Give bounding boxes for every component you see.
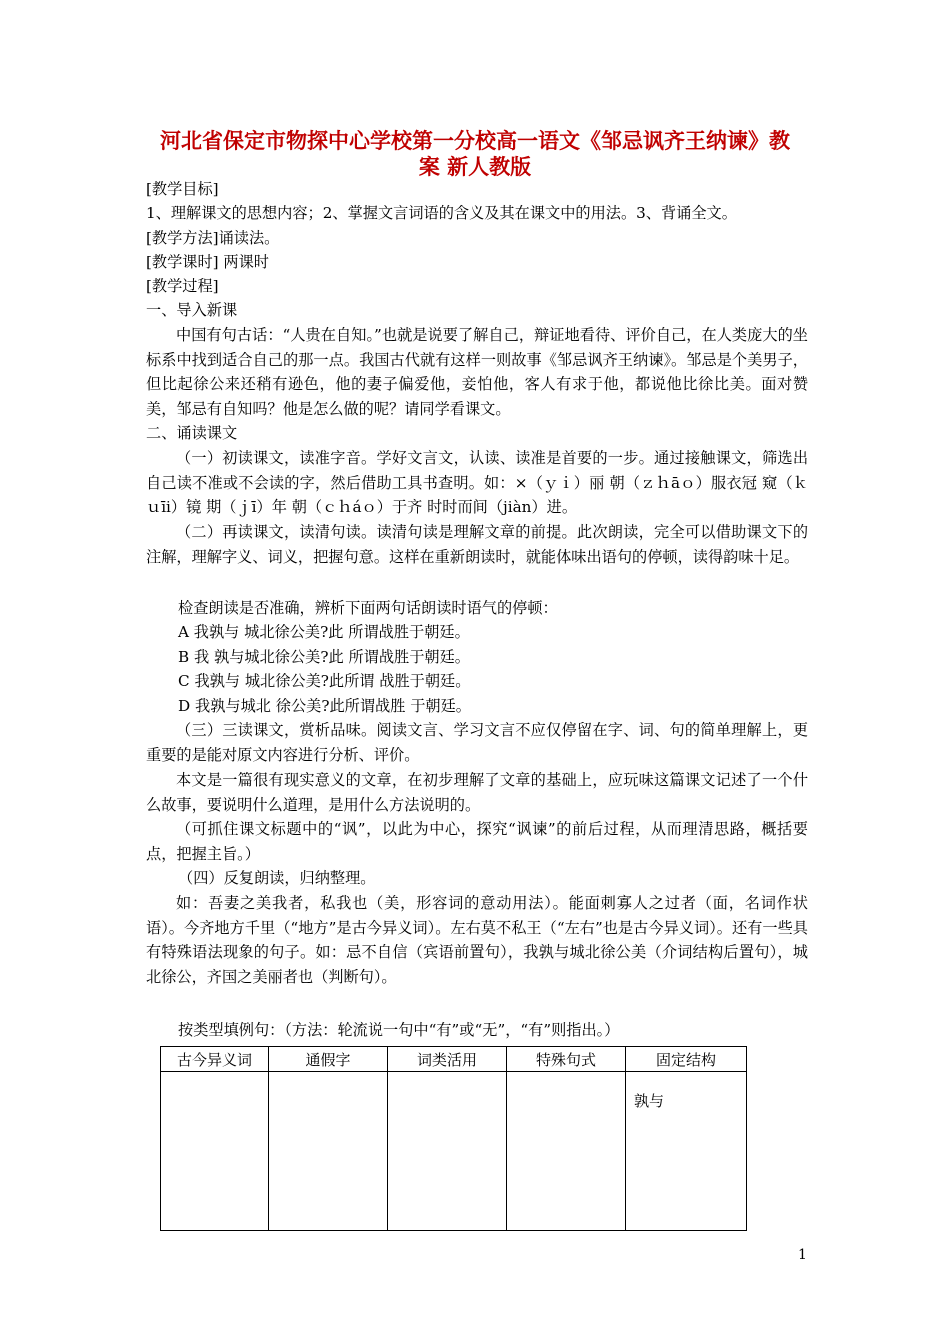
read-step-4: （四）反复朗读，归纳整理。 [178,869,376,887]
header-cell: 古今异义词 [161,1047,269,1072]
option-b: B 我 孰与城北徐公美?此 所谓战胜于朝廷。 [178,648,470,666]
page-number: 1 [798,1247,807,1263]
story-paragraph: 本文是一篇很有现实意义的文章，在初步理解了文章的基础上，应玩味这篇课文记述了一个什么故事，要说明什么道理，是用什么方法说明的。 [146,771,808,814]
table-cell [269,1072,388,1231]
objectives-text: 1、理解课文的思想内容；2、掌握文言词语的含义及其在课文中的用法。3、背诵全文。 [146,204,737,222]
table-cell [161,1072,269,1231]
method-text: [教学方法]诵读法。 [146,229,280,247]
header-cell: 通假字 [269,1047,388,1072]
table-cell [388,1072,507,1231]
period-text: [教学课时] 两课时 [146,253,269,271]
section-1-heading: 一、导入新课 [146,301,238,319]
objectives-label: [教学目标] [146,180,219,198]
table-row [161,1072,747,1231]
header-cell: 词类活用 [388,1047,507,1072]
option-d: D 我孰与城北 徐公美?此所谓战胜 于朝廷。 [178,697,471,715]
document-title [130,128,820,180]
section-2-heading: 二、诵读课文 [146,424,238,442]
header-cell: 特殊句式 [507,1047,626,1072]
check-instruction: 检查朗读是否准确，辨析下面两句话朗读时语气的停顿： [178,599,558,617]
option-c: C 我孰与 城北徐公美?此所谓 战胜于朝廷。 [178,672,471,690]
table-header-row [161,1047,747,1072]
hint-paragraph: （可抓住课文标题中的“讽”，以此为中心，探究“讽谏”的前后过程，从而理清思路，概括要点，把握主旨。） [146,820,808,863]
read-step-2: （二）再读课文，读清句读。读清句读是理解文章的前提。此次朗读，完全可以借助课文下的注解，理解字义、词义，把握句意。这样在重新朗读时，就能体味出语句的停顿，读得韵味十足。 [146,523,808,566]
intro-paragraph: 中国有句古话：“人贵在自知。”也就是说要了解自己，辩证地看待、评价自己，在人类庞大的坐标系中找到适合自己的那一点。我国古代就有这样一则故事《邹忌讽齐王纳谏》。邹忌是个美男子，但比起徐公来还稍有逊色，他的妻子偏爱他，妾怕他，客人有求于他，都说他比徐比美。面对赞美，邹忌有自知吗？他是怎么做的呢？请同学看课文。 [146,326,808,418]
header-cell: 固定结构 [626,1047,747,1072]
table-cell: 孰与 [626,1072,747,1231]
table-cell [507,1072,626,1231]
title-line-1: 河北省保定市物探中心学校第一分校高一语文《邹忌讽齐王纳谏》教 [160,129,790,153]
example-table [160,1046,747,1231]
examples-paragraph: 如：吾妻之美我者，私我也（美，形容词的意动用法）。能面刺寡人之过者（面，名词作状语）。今齐地方千里（“地方”是古今异义词）。左右莫不私王（“左右”也是古今异义词）。还有一些具有特殊语法现象的句子。如：忌不自信（宾语前置句），我孰与城北徐公美（介词结构后置句），城北徐公，齐国之美丽者也（判断句）。 [146,894,808,986]
read-step-3: （三）三读课文，赏析品味。阅读文言、学习文言不应仅停留在字、词、句的简单理解上，更重要的是能对原文内容进行分析、评价。 [146,721,808,764]
title-line-2: 案 新人教版 [418,155,532,179]
process-label: [教学过程] [146,277,219,295]
read-step-1: （一）初读课文，读准字音。学好文言文，认读、读准是首要的一步。通过接触课文，筛选出自己读不准或不会读的字，然后借助工具书查明。如：×（ｙｉ）丽 朝（ｚｈāｏ）服衣冠 窥（ｋｕīi）镜 期（ｊī）年 朝（ｃｈáｏ）于齐 时时而间（jiàn）进。 [146,449,808,517]
option-a: A 我孰与 城北徐公美?此 所谓战胜于朝廷。 [178,623,470,641]
table-instruction: 按类型填例句：（方法：轮流说一句中“有”或“无”，“有”则指出。） [178,1021,620,1039]
